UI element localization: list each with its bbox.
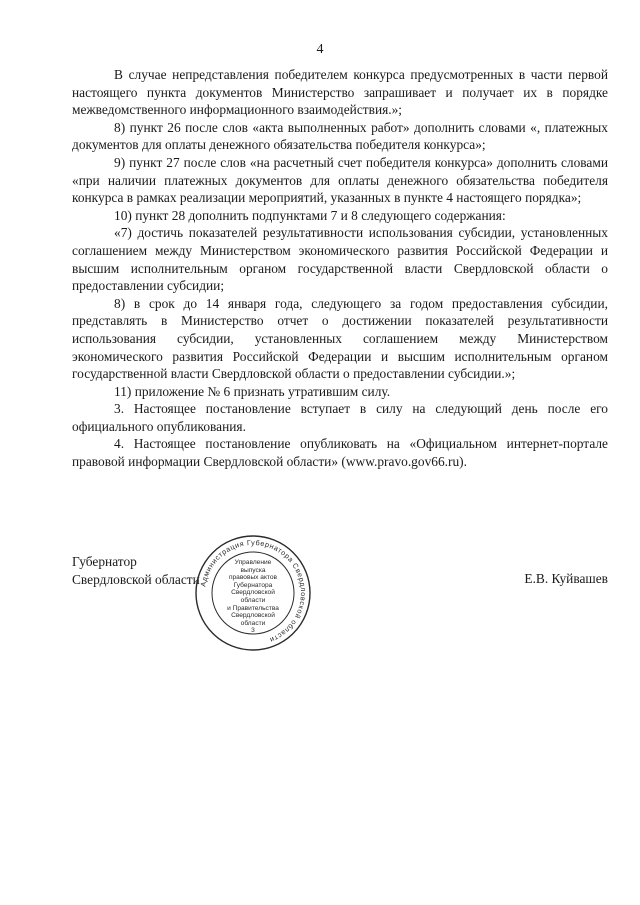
seal-ring-textpath: Администрация Губернатора Свердловской области xyxy=(198,537,309,645)
signatory-name: Е.В. Куйвашев xyxy=(524,571,608,586)
paragraph-item-10: 10) пункт 28 дополнить подпунктами 7 и 8 следующего содержания: xyxy=(114,207,506,223)
paragraph-subitem-7: «7) достичь показателей результативности использования субсидии, установленных соглашением между Министерством экономического развития Российской Федерации и высшим исполнительным органом государственной власти Свердловской области о предоставлении субсидии; xyxy=(72,225,608,294)
seal-inner-line: выпуска xyxy=(240,566,266,574)
signature-block xyxy=(72,553,608,673)
seal-inner-text xyxy=(221,559,285,635)
paragraph-item-11: 11) приложение № 6 признать утратившим силу. xyxy=(114,383,391,399)
paragraph-interagency-request: В случае непредставления победителем конкурса предусмотренных в части первой настоящего пункта документов Министерство запрашивает и получает их в порядке межведомственного информационного взаимодействия.»; xyxy=(72,67,608,118)
seal-inner-line: Губернатора xyxy=(233,581,273,589)
seal-inner-line: 3 xyxy=(251,627,255,635)
official-seal-stamp xyxy=(193,533,313,653)
seal-inner-line: правовых актов xyxy=(228,574,278,582)
page-number: 4 xyxy=(316,42,324,57)
seal-inner-line: и Правительства xyxy=(227,604,279,612)
paragraph-item-9: 9) пункт 27 после слов «на расчетный счет победителя конкурса» дополнить словами «при наличии платежных документов для оплаты денежного обязательства победителя конкурса в рамках реализации мероприятий, указанных в пункте 4 настоящего порядка»; xyxy=(72,154,608,206)
paragraph-clause-4: 4. Настоящее постановление опубликовать на «Официальном интернет-портале правовой информации Свердловской области» (www.pravo.gov66.ru). xyxy=(72,436,608,470)
seal-inner-line: области xyxy=(240,619,266,627)
paragraph-clause-3: 3. Настоящее постановление вступает в силу на следующий день после его официального опубликования. xyxy=(72,401,608,434)
signatory-position-line1: Губернатор xyxy=(72,554,137,569)
seal-inner-line: Свердловской xyxy=(231,612,275,620)
seal-inner-line: Свердловской области xyxy=(231,589,275,604)
paragraph-subitem-8: 8) в срок до 14 января года, следующего за годом предоставления субсидии, представлять в Министерство отчет о достижении показателей результативности использования субсидии, установленных соглашением между Министерством экономического развития Российской Федерации и высшим исполнительным органом государственной власти Свердловской области о предоставлении субсидии.»; xyxy=(72,295,608,382)
paragraph-item-8: 8) пункт 26 после слов «акта выполненных работ» дополнить словами «, платежных документов для оплаты денежного обязательства победителя конкурса»; xyxy=(72,119,608,153)
document-body xyxy=(72,66,608,471)
signatory-position-line2: Свердловской области xyxy=(72,571,200,587)
seal-inner-line: Управление xyxy=(234,559,272,566)
